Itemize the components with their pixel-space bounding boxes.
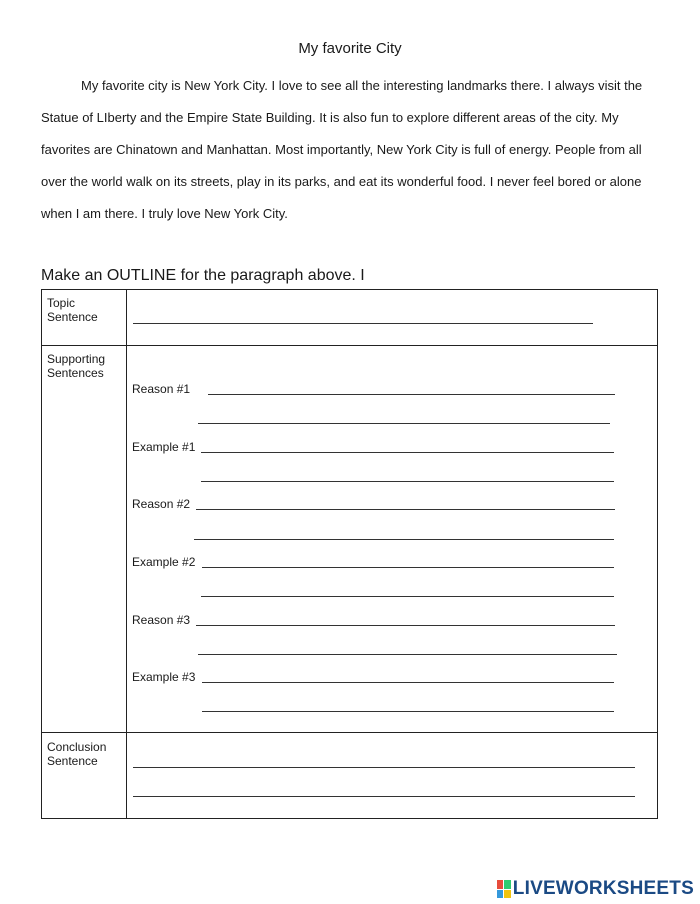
reason-2-line-2[interactable] — [194, 539, 614, 540]
reason-3-line-2[interactable] — [198, 654, 617, 655]
logo-mark-icon — [497, 880, 511, 898]
row-divider — [42, 345, 657, 346]
conclusion-line[interactable] — [133, 767, 635, 768]
supporting-sentences-label: Supporting Sentences — [47, 352, 106, 380]
reason-3-label: Reason #3 — [132, 613, 191, 627]
example-2-label: Example #2 — [132, 555, 196, 569]
liveworksheets-logo — [497, 878, 694, 900]
example-1-line-2[interactable] — [201, 481, 614, 482]
example-1-label: Example #1 — [132, 440, 196, 454]
example-1-line[interactable] — [201, 452, 614, 453]
conclusion-sentence-label: Conclusion Sentence — [47, 740, 107, 768]
column-divider — [126, 290, 127, 818]
reason-2-label: Reason #2 — [132, 497, 191, 511]
example-2-line-2[interactable] — [201, 596, 614, 597]
reason-1-line[interactable] — [208, 394, 615, 395]
row-divider — [42, 732, 657, 733]
outline-prompt: Make an OUTLINE for the paragraph above. I — [41, 267, 365, 284]
logo-text: LIVEWORKSHEETS — [512, 878, 694, 899]
example-2-line[interactable] — [202, 567, 614, 568]
topic-sentence-label: Topic Sentence — [47, 296, 98, 324]
reason-1-line-2[interactable] — [198, 423, 610, 424]
topic-answer-line[interactable] — [133, 323, 593, 324]
reason-2-line[interactable] — [196, 509, 615, 510]
paragraph: My favorite city is New York City. I love to see all the interesting landmarks there. I always visit the Statue of LIberty and the Empire State Building. It is also fun to explore different areas of the city. My favorites are Chinatown and Manhattan. Most importantly, New York City is full of energy. People from all over the world walk on its streets, play in its parks, and eat its wonderful food. I never feel bored or alone when I am there. I truly love New York City. — [41, 78, 643, 221]
outline-table — [41, 289, 658, 819]
example-3-label: Example #3 — [132, 670, 196, 684]
example-3-line-2[interactable] — [202, 711, 614, 712]
reason-1-label: Reason #1 — [132, 382, 191, 396]
reason-3-line[interactable] — [196, 625, 615, 626]
example-3-line[interactable] — [202, 682, 614, 683]
conclusion-line-2[interactable] — [133, 796, 635, 797]
worksheet-title: My favorite City — [298, 40, 402, 57]
